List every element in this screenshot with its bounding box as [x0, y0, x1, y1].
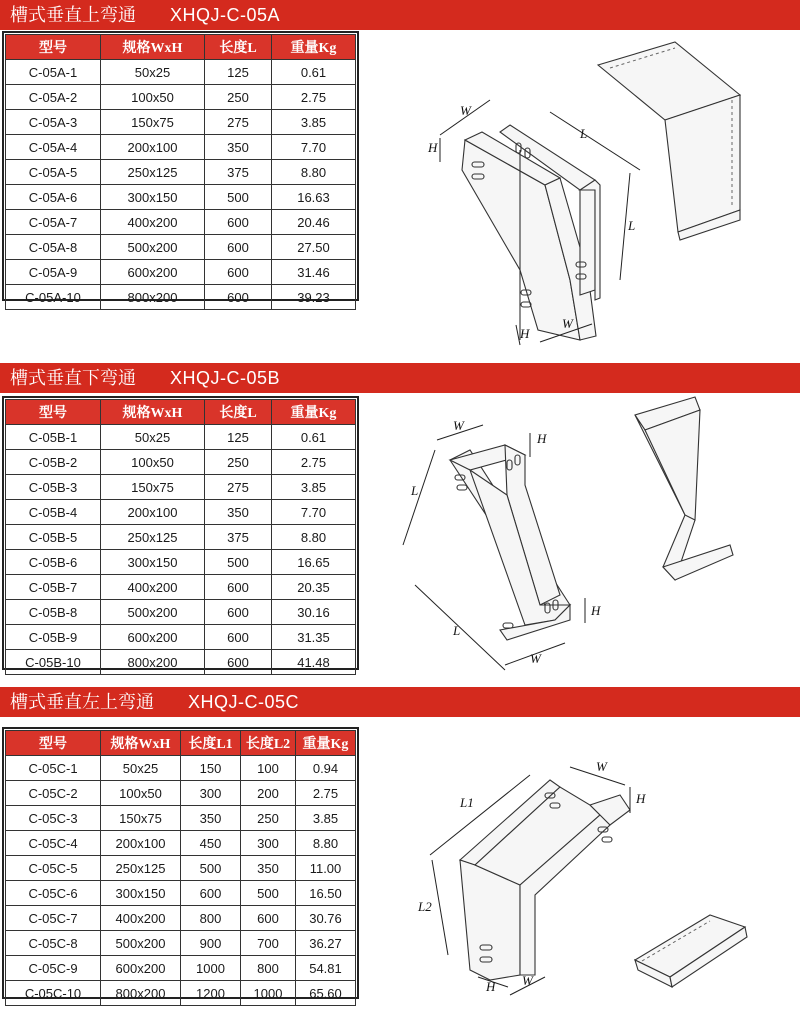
- table-cell: 150x75: [101, 110, 205, 135]
- table-cell: 375: [205, 525, 272, 550]
- table-cell: 65.60: [296, 981, 356, 1006]
- table-cell: C-05A-4: [6, 135, 101, 160]
- table-cell: 400x200: [101, 575, 205, 600]
- table-cell: 500x200: [101, 931, 181, 956]
- table-cell: 300: [181, 781, 241, 806]
- table-cell: 350: [205, 500, 272, 525]
- table-cell: 250x125: [101, 525, 205, 550]
- table-cell: 125: [205, 60, 272, 85]
- dim-label-h-bottom: H: [591, 603, 601, 618]
- table-cell: 275: [205, 110, 272, 135]
- table-cell: 3.85: [296, 806, 356, 831]
- header-model: 型号: [6, 400, 101, 425]
- header-model: 型号: [6, 731, 101, 756]
- table-cell: 20.46: [272, 210, 356, 235]
- dim-label-l-left: L: [411, 483, 419, 498]
- table-cell: C-05A-7: [6, 210, 101, 235]
- table-cell: C-05B-3: [6, 475, 101, 500]
- table-cell: 600: [205, 210, 272, 235]
- table-cell: 200x100: [101, 500, 205, 525]
- table-cell: 200x100: [101, 831, 181, 856]
- table-cell: 150: [181, 756, 241, 781]
- table-cell: C-05C-5: [6, 856, 101, 881]
- header-length: 长度L: [205, 35, 272, 60]
- table-row: [6, 260, 356, 285]
- table-row: [6, 285, 356, 310]
- table-cell: 1000: [241, 981, 296, 1006]
- table-cell: 300x150: [101, 881, 181, 906]
- table-cell: 39.23: [272, 285, 356, 310]
- table-cell: C-05A-5: [6, 160, 101, 185]
- table-cell: C-05C-7: [6, 906, 101, 931]
- table-cell: 250: [205, 450, 272, 475]
- table-cell: C-05B-9: [6, 625, 101, 650]
- table-cell: 300x150: [101, 185, 205, 210]
- table-cell: 16.65: [272, 550, 356, 575]
- table-cell: 3.85: [272, 475, 356, 500]
- header-length-l2: 长度L2: [241, 731, 296, 756]
- table-cell: 7.70: [272, 500, 356, 525]
- section-b-diagram: [395, 395, 755, 685]
- table-cell: 100x50: [101, 450, 205, 475]
- table-cell: 200x100: [101, 135, 205, 160]
- table-cell: 350: [241, 856, 296, 881]
- table-cell: 300x150: [101, 550, 205, 575]
- dim-label-h-bottom: H: [486, 979, 496, 994]
- table-cell: 1000: [181, 956, 241, 981]
- table-cell: 600: [181, 881, 241, 906]
- table-cell: 500: [241, 881, 296, 906]
- table-cell: 400x200: [101, 906, 181, 931]
- table-cell: 900: [181, 931, 241, 956]
- table-cell: 100x50: [101, 85, 205, 110]
- table-cell: 100x50: [101, 781, 181, 806]
- table-cell: 125: [205, 425, 272, 450]
- table-cell: 3.85: [272, 110, 356, 135]
- header-weight: 重量Kg: [296, 731, 356, 756]
- table-cell: 7.70: [272, 135, 356, 160]
- table-cell: 500: [181, 856, 241, 881]
- slot-hole: [602, 837, 612, 842]
- table-cell: C-05C-6: [6, 881, 101, 906]
- section-c-diagram: [410, 755, 755, 1015]
- table-cell: 500: [205, 185, 272, 210]
- table-cell: 0.94: [296, 756, 356, 781]
- table-cell: 50x25: [101, 60, 205, 85]
- header-weight: 重量Kg: [272, 400, 356, 425]
- table-cell: 600: [205, 575, 272, 600]
- dim-label-w-bottom: W: [522, 973, 533, 988]
- header-weight: 重量Kg: [272, 35, 356, 60]
- table-cell: 600x200: [101, 956, 181, 981]
- table-cell: C-05A-8: [6, 235, 101, 260]
- table-cell: 30.16: [272, 600, 356, 625]
- table-cell: C-05C-8: [6, 931, 101, 956]
- slot-hole: [457, 485, 467, 490]
- table-cell: 250: [241, 806, 296, 831]
- table-cell: 2.75: [272, 450, 356, 475]
- table-cell: 450: [181, 831, 241, 856]
- table-cell: 600x200: [101, 260, 205, 285]
- table-cell: 50x25: [101, 425, 205, 450]
- table-cell: C-05A-3: [6, 110, 101, 135]
- table-cell: 2.75: [272, 85, 356, 110]
- table-cell: C-05C-3: [6, 806, 101, 831]
- slot-hole: [503, 623, 513, 628]
- table-cell: 16.63: [272, 185, 356, 210]
- table-cell: 20.35: [272, 575, 356, 600]
- table-row: [6, 856, 356, 881]
- cover-face: [645, 410, 700, 520]
- table-cell: 54.81: [296, 956, 356, 981]
- table-row: [6, 185, 356, 210]
- section-c-spec-table: [5, 730, 356, 1006]
- table-cell: 11.00: [296, 856, 356, 881]
- table-cell: C-05B-5: [6, 525, 101, 550]
- table-cell: C-05B-8: [6, 600, 101, 625]
- table-cell: 36.27: [296, 931, 356, 956]
- table-row: [6, 931, 356, 956]
- dim-label-l1: L1: [460, 795, 474, 810]
- table-row: [6, 781, 356, 806]
- table-cell: C-05C-4: [6, 831, 101, 856]
- table-cell: 500x200: [101, 235, 205, 260]
- dim-label-w-top: W: [453, 418, 464, 433]
- table-cell: C-05A-10: [6, 285, 101, 310]
- dim-label-h-top: H: [537, 431, 547, 446]
- table-cell: 275: [205, 475, 272, 500]
- table-cell: 600: [205, 625, 272, 650]
- table-cell: 150x75: [101, 475, 205, 500]
- section-a-code: XHQJ-C-05A: [170, 5, 281, 25]
- table-row: [6, 981, 356, 1006]
- section-a-diagram: [420, 40, 750, 350]
- table-row: [6, 906, 356, 931]
- header-model: 型号: [6, 35, 101, 60]
- table-cell: 600: [205, 235, 272, 260]
- table-cell: C-05B-7: [6, 575, 101, 600]
- dim-label-h-top: H: [636, 791, 646, 806]
- table-cell: 27.50: [272, 235, 356, 260]
- table-row: [6, 831, 356, 856]
- table-cell: 31.35: [272, 625, 356, 650]
- table-cell: 200: [241, 781, 296, 806]
- table-row: [6, 575, 356, 600]
- table-cell: 41.48: [272, 650, 356, 675]
- table-row: [6, 756, 356, 781]
- table-row: [6, 625, 356, 650]
- section-b-code: XHQJ-C-05B: [170, 368, 281, 388]
- table-cell: 500: [205, 550, 272, 575]
- dim-label-l-top: L: [580, 126, 588, 141]
- table-cell: 600: [205, 285, 272, 310]
- table-cell: C-05A-2: [6, 85, 101, 110]
- section-b-title: 槽式垂直下弯通: [10, 368, 136, 388]
- table-cell: 800: [181, 906, 241, 931]
- table-cell: C-05B-4: [6, 500, 101, 525]
- table-cell: 600: [205, 260, 272, 285]
- table-cell: 600: [205, 600, 272, 625]
- table-cell: 300: [241, 831, 296, 856]
- table-row: [6, 550, 356, 575]
- header-length: 长度L: [205, 400, 272, 425]
- table-cell: 250x125: [101, 160, 205, 185]
- table-cell: C-05B-6: [6, 550, 101, 575]
- table-cell: 30.76: [296, 906, 356, 931]
- table-cell: 800x200: [101, 981, 181, 1006]
- table-row: [6, 425, 356, 450]
- table-row: [6, 500, 356, 525]
- table-row: [6, 450, 356, 475]
- table-cell: C-05B-10: [6, 650, 101, 675]
- table-cell: 250: [205, 85, 272, 110]
- table-row: [6, 525, 356, 550]
- dim-label-w-top: W: [460, 103, 471, 118]
- table-row: [6, 806, 356, 831]
- table-cell: 150x75: [101, 806, 181, 831]
- header-length-l1: 长度L1: [181, 731, 241, 756]
- table-row: [6, 160, 356, 185]
- section-b-spec-table: [5, 399, 356, 675]
- table-cell: 800x200: [101, 650, 205, 675]
- table-row: [6, 135, 356, 160]
- section-a-banner: [0, 0, 800, 30]
- table-row: [6, 235, 356, 260]
- dim-label-w-bottom: W: [562, 316, 573, 331]
- section-a-spec-table: [5, 34, 356, 310]
- header-spec: 规格WxH: [101, 400, 205, 425]
- table-cell: C-05A-6: [6, 185, 101, 210]
- table-cell: 800: [241, 956, 296, 981]
- section-a-title: 槽式垂直上弯通: [10, 5, 136, 25]
- table-cell: 2.75: [296, 781, 356, 806]
- table-cell: 0.61: [272, 60, 356, 85]
- table-cell: 0.61: [272, 425, 356, 450]
- table-cell: 350: [181, 806, 241, 831]
- table-row: [6, 600, 356, 625]
- table-row: [6, 110, 356, 135]
- dim-label-h-bottom: H: [520, 326, 530, 341]
- table-cell: C-05A-9: [6, 260, 101, 285]
- dim-label-w-bottom: W: [530, 651, 541, 666]
- table-cell: C-05C-9: [6, 956, 101, 981]
- table-row: [6, 650, 356, 675]
- table-cell: 50x25: [101, 756, 181, 781]
- table-cell: 800x200: [101, 285, 205, 310]
- table-cell: 250x125: [101, 856, 181, 881]
- section-c-title: 槽式垂直左上弯通: [10, 692, 154, 712]
- dim-label-l-right: L: [628, 218, 636, 233]
- table-cell: C-05B-2: [6, 450, 101, 475]
- table-cell: 8.80: [272, 525, 356, 550]
- table-cell: 100: [241, 756, 296, 781]
- dim-label-h-top: H: [428, 140, 438, 155]
- table-cell: C-05C-10: [6, 981, 101, 1006]
- table-cell: 600x200: [101, 625, 205, 650]
- table-cell: 600: [241, 906, 296, 931]
- table-cell: C-05B-1: [6, 425, 101, 450]
- table-cell: 700: [241, 931, 296, 956]
- header-spec: 规格WxH: [101, 731, 181, 756]
- header-spec: 规格WxH: [101, 35, 205, 60]
- table-cell: 600: [205, 650, 272, 675]
- section-c-banner: [0, 687, 800, 717]
- table-cell: 1200: [181, 981, 241, 1006]
- table-cell: C-05C-2: [6, 781, 101, 806]
- table-row: [6, 881, 356, 906]
- table-row: [6, 85, 356, 110]
- table-cell: C-05A-1: [6, 60, 101, 85]
- table-cell: 375: [205, 160, 272, 185]
- table-row: [6, 475, 356, 500]
- table-row: [6, 956, 356, 981]
- section-c-code: XHQJ-C-05C: [188, 692, 300, 712]
- table-cell: 400x200: [101, 210, 205, 235]
- table-cell: 16.50: [296, 881, 356, 906]
- table-cell: C-05C-1: [6, 756, 101, 781]
- dim-label-l-bottom: L: [453, 623, 461, 638]
- table-cell: 500x200: [101, 600, 205, 625]
- dim-label-w-top: W: [596, 759, 607, 774]
- dim-label-l2: L2: [418, 899, 432, 914]
- table-cell: 31.46: [272, 260, 356, 285]
- table-cell: 8.80: [272, 160, 356, 185]
- table-cell: 8.80: [296, 831, 356, 856]
- table-cell: 350: [205, 135, 272, 160]
- table-row: [6, 60, 356, 85]
- table-row: [6, 210, 356, 235]
- section-b-banner: [0, 363, 800, 393]
